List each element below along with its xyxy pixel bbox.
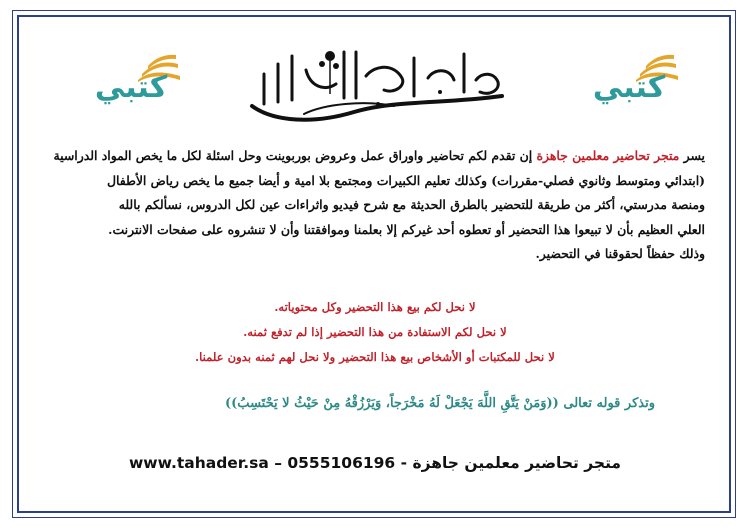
intro-line-4: العلي العظيم بأن لا تبيعوا هذا التحضير أو تعطوه أحد غيركم إلا بعلمنا وموافقتنا وأن لا تنشروه على صفحات الانترنت. bbox=[108, 221, 705, 237]
logo-left bbox=[72, 52, 192, 104]
footer-text: www.tahader.sa – 0555106196 - متجر تحاضير معلمين جاهزة bbox=[128, 454, 621, 472]
logo-text: كتبي bbox=[592, 70, 666, 105]
intro-line-1-rest: إن تقدم لكم تحاضير واوراق عمل وعروض بوربوينت وحل اسئلة لكل ما يخص المواد الدراسية bbox=[53, 148, 533, 163]
intro-lead: يسر bbox=[683, 148, 705, 163]
logo-right bbox=[570, 52, 690, 104]
footer-contact bbox=[45, 454, 705, 472]
intro-line-5: وذلك حفظاً لحقوقنا في التحضير. bbox=[535, 246, 705, 261]
intro-line-1 bbox=[45, 144, 705, 169]
notice-line: لا نحل لكم الاستفادة من هذا التحضير إذا لم تدفع ثمنه. bbox=[243, 325, 507, 339]
logo-text: كتبي bbox=[94, 70, 168, 105]
intro-line-3: ومنصة مدرستي، أكثر من طريقة للتحضير بالطرق الحديثة مع شرح فيديو واثراءات عين لكل الدروس، نسألكم بالله bbox=[118, 197, 705, 212]
notice-line: لا نحل لكم بيع هذا التحضير وكل محتوياته. bbox=[274, 300, 476, 314]
store-name: متجر تحاضير معلمين جاهزة bbox=[536, 148, 680, 163]
intro-paragraph bbox=[45, 144, 705, 267]
quran-verse: وتذكر قوله تعالى ((وَمَنْ يَتَّقِ اللَّهَ يَجْعَلْ لَهُ مَخْرَجاً، وَيَرْزُقْهُ مِنْ حَيْثُ لا يَحْتَسِبُ)) bbox=[225, 396, 655, 411]
notice-line: لا نحل للمكتبات أو الأشخاص بيع هذا التحضير ولا نحل لهم ثمنه بدون علمنا. bbox=[195, 350, 555, 364]
notices bbox=[45, 295, 705, 370]
intro-line-2: (ابتدائي ومتوسط وثانوي فصلي-مقررات) وكذلك تعليم الكبيرات ومجتمع بلا امية و أيضا جميع ما يخص رياض الأطفال bbox=[106, 172, 705, 188]
basmala-calligraphy bbox=[244, 34, 512, 126]
